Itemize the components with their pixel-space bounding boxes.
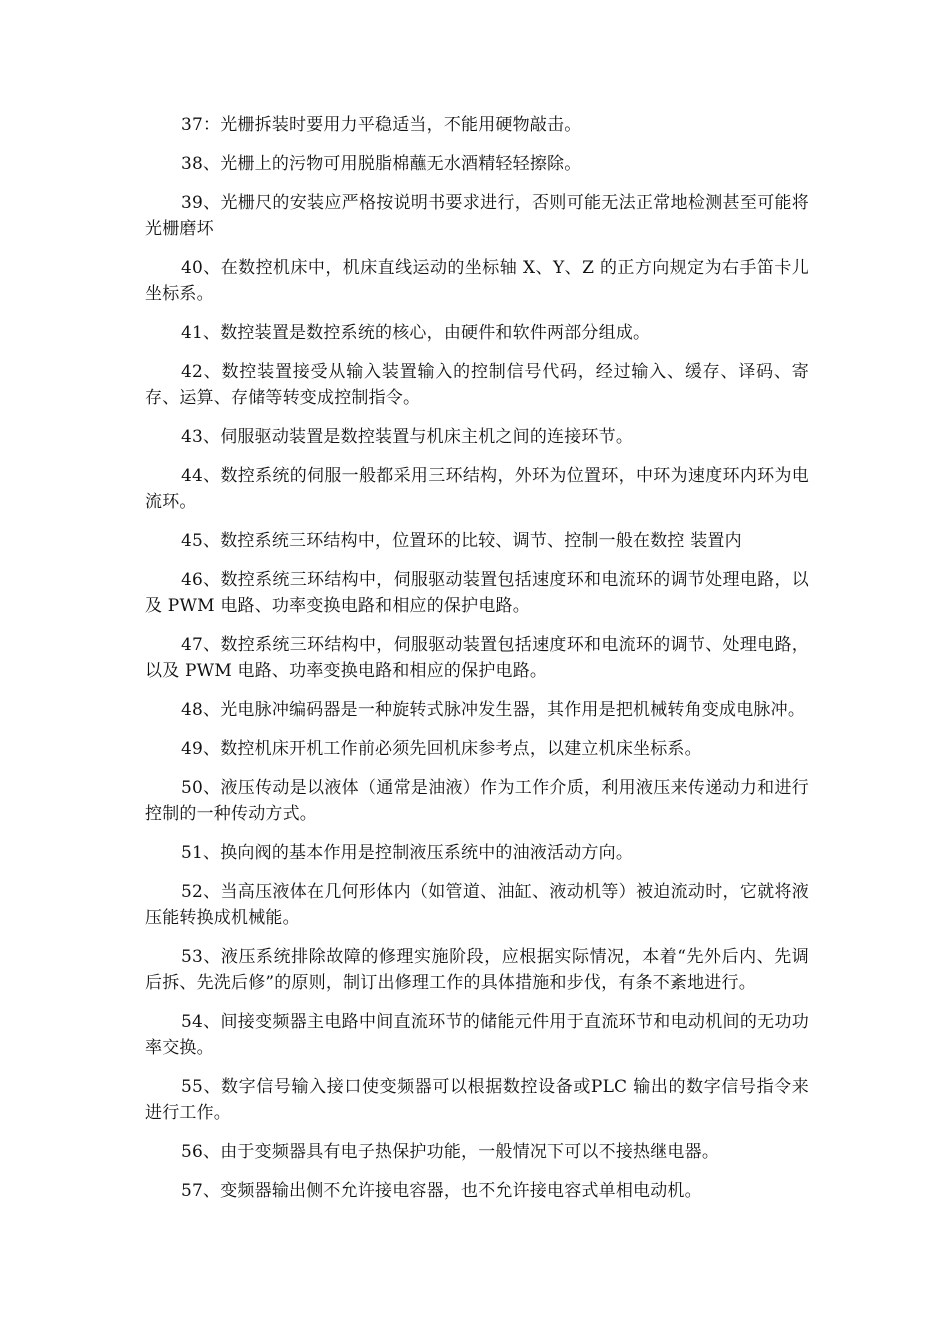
paragraph-48: 48、光电脉冲编码器是一种旋转式脉冲发生器，其作用是把机械转角变成电脉冲。	[181, 700, 806, 720]
paragraph-41: 41、数控装置是数控系统的核心，由硬件和软件两部分组成。	[181, 323, 651, 343]
paragraph-54: 54、间接变频器主电路中间直流环节的储能元件用于直流环节和电动机间的无功功率交换。	[145, 1012, 809, 1058]
paragraph-52: 52、当高压液体在几何形体内（如管道、油缸、液动机等）被迫流动时，它就将液压能转换成机械能。	[145, 882, 809, 928]
paragraph-44: 44、数控系统的伺服一般都采用三环结构，外环为位置环，中环为速度环内环为电流环。	[145, 466, 809, 512]
paragraph-51: 51、换向阀的基本作用是控制液压系统中的油液活动方向。	[181, 843, 634, 863]
paragraph-42: 42、数控装置接受从输入装置输入的控制信号代码，经过输入、缓存、译码、寄存、运算、存储等转变成控制指令。	[145, 362, 809, 408]
paragraph-55: 55、数字信号输入接口使变频器可以根据数控设备或PLC 输出的数字信号指令来进行工作。	[145, 1077, 809, 1123]
paragraph-57: 57、变频器输出侧不允许接电容器，也不允许接电容式单相电动机。	[181, 1181, 702, 1201]
paragraph-40: 40、在数控机床中，机床直线运动的坐标轴 X、Y、Z 的正方向规定为右手笛卡儿坐标系。	[145, 258, 809, 304]
paragraph-49: 49、数控机床开机工作前必须先回机床参考点，以建立机床坐标系。	[181, 739, 702, 759]
paragraph-53: 53、液压系统排除故障的修理实施阶段，应根据实际情况，本着“先外后内、先调后拆、先洗后修”的原则，制订出修理工作的具体措施和步伐，有条不紊地进行。	[145, 947, 809, 993]
paragraph-38: 38、光栅上的污物可用脱脂棉蘸无水酒精轻轻擦除。	[181, 154, 582, 174]
document-body	[145, 112, 809, 1217]
paragraph-45: 45、数控系统三环结构中，位置环的比较、调节、控制一般在数控 装置内	[181, 531, 742, 551]
paragraph-56: 56、由于变频器具有电子热保护功能，一般情况下可以不接热继电器。	[181, 1142, 720, 1162]
paragraph-46: 46、数控系统三环结构中，伺服驱动装置包括速度环和电流环的调节处理电路，以及 PWM 电路、功率变换电路和相应的保护电路。	[145, 570, 809, 616]
paragraph-50: 50、液压传动是以液体（通常是油液）作为工作介质，利用液压来传递动力和进行控制的一种传动方式。	[145, 778, 809, 824]
paragraph-47: 47、数控系统三环结构中，伺服驱动装置包括速度环和电流环的调节、处理电路，以及 PWM 电路、功率变换电路和相应的保护电路。	[145, 635, 809, 681]
paragraph-39: 39、光栅尺的安装应严格按说明书要求进行，否则可能无法正常地检测甚至可能将光栅磨坏	[145, 193, 809, 239]
paragraph-43: 43、伺服驱动装置是数控装置与机床主机之间的连接环节。	[181, 427, 634, 447]
paragraph-37: 37：光栅拆装时要用力平稳适当，不能用硬物敲击。	[181, 115, 582, 135]
